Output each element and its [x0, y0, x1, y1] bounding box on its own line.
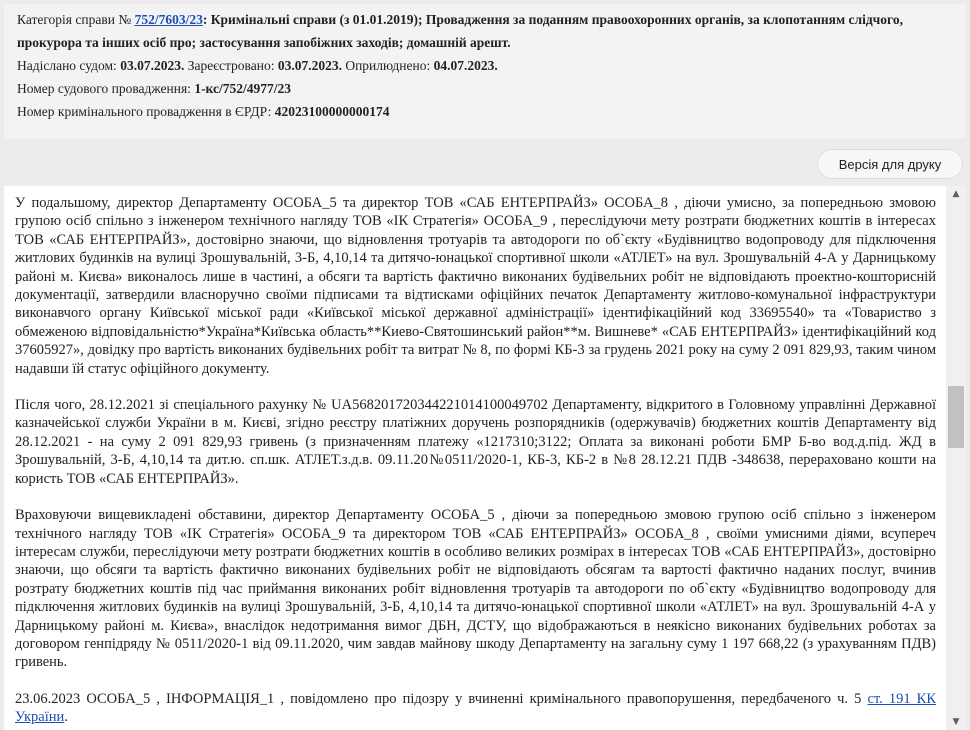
print-version-button[interactable]: Версія для друку [817, 149, 963, 179]
scroll-up-icon[interactable]: ▲ [952, 189, 960, 199]
case-category-line [4, 8, 966, 54]
proceeding-number: 1-кс/752/4977/23 [194, 81, 291, 96]
registered-date: 03.07.2023. [277, 58, 342, 73]
scrollbar-thumb[interactable] [948, 386, 964, 448]
proceeding-label: Номер судового провадження: [17, 81, 191, 96]
category-prefix: Категорія справи № [17, 12, 132, 27]
paragraph-4-text: 23.06.2023 ОСОБА_5 , ІНФОРМАЦІЯ_1 , повідомлено про підозру у вчиненні кримінального правопорушення, передбаченого ч. 5 [15, 690, 862, 707]
dates-line [4, 54, 966, 77]
law-article-link[interactable]: ст. 191 КК України [15, 690, 937, 726]
sent-label: Надіслано судом: [17, 58, 117, 73]
case-number-link[interactable]: 752/7603/23 [134, 12, 203, 27]
paragraph-2: Після чого, 28.12.2021 зі спеціального рахунку № UA568201720344221014100049702 Департаменту, відкритого в Головному управлінні Державної казначейської служби України в м. Києві, згідно реєстру платіжних доручень розпорядників (одержувачів) бюджетних коштів Департаменту від 28.12.2021 - на суму 2 091 829,93 гривень (з призначенням платежу «1217310;3122; Оплата за виконані роботи БМР Б-во вод.д.під. ЖД в Зрошувальній, 3-Б, 4,10,14 та дит.ю. сп.шк. АТЛЕТ.з.д.в. 09.11.20№0511/2020-1, КБ-3, КБ-2 в №8 28.12.21 ПДВ -348638, перераховано кошти на користь ТОВ «САБ ЕНТЕРПРАЙЗ». [15, 397, 936, 487]
scroll-down-icon[interactable]: ▼ [952, 717, 960, 727]
registered-label: Зареєстровано: [187, 58, 275, 73]
erdr-line [4, 100, 966, 123]
erdr-number: 42023100000000174 [274, 104, 390, 119]
erdr-label: Номер кримінального провадження в ЄРДР: [17, 104, 272, 119]
sent-date: 03.07.2023. [120, 58, 185, 73]
proceeding-line [4, 77, 966, 100]
case-info-panel [4, 4, 966, 138]
published-label: Оприлюднено: [345, 58, 431, 73]
category-sep: : [202, 12, 208, 27]
document-text-area[interactable] [4, 186, 946, 730]
paragraph-4 [15, 690, 936, 727]
vertical-scrollbar[interactable] [946, 186, 966, 730]
paragraph-1: У подальшому, директор Департаменту ОСОБА_5 та директор ТОВ «САБ ЕНТЕРПРАЙЗ» ОСОБА_8 , діючи умисно, за попередньою змовою групою осіб спільно з інженером технічного нагляду ТОВ «ІК Стратегія» ОСОБА_9 , переслідуючи мету розтрати бюджетних коштів в інтересах ТОВ «САБ ЕНТЕРПРАЙЗ», достовірно знаючи, що відновлення тротуарів та автодороги по об`єкту «Будівництво водопроводу для підключення житлових будинків на вулиці Зрошувальній, 3-Б, 4,10,14 та дитячо-юнацької спортивної школи «АТЛЕТ» на вул. Зрошувальній 4-А у Дарницькому районі м. Києва» виконалось лише в частині, а обсяги та вартість фактично виконаних будівельних робіт не відповідають проектно-кошторисній документації, затвердили власноручно своїми підписами та відтисками офіційних печаток Департаменту житлово-комунальної інфраструктури виконавчого органу Київської міської ради «Київської міської державної адміністрації» ідентифікаційний код 33695540» та «Товариство з обмеженою відповідальністю*Україна*Київська область**Киево-Святошинський район**м. Вишневе* «САБ ЕНТЕРПРАЙЗ» ідентифікаційний код 37605927», довідку про вартість виконаних будівельних робіт та витрат № 8, по формі КБ-3 за грудень 2021 року на суму 2 091 829,93, таким чином надавши їй статус офіційного документу. [15, 195, 936, 377]
category-text: Кримінальні справи (з 01.01.2019); Провадження за поданням правоохоронних органів, за клопотанням слідчого, прокурора та інших осіб про; застосування запобіжних заходів; домашній арешт. [17, 12, 903, 50]
paragraph-3: Враховуючи вищевикладені обставини, директор Департаменту ОСОБА_5 , діючи за попередньою змовою групою осіб спільно з інженером технічного нагляду ТОВ «ІК Стратегія» ОСОБА_9 та директором ТОВ «САБ ЕНТЕРПРАЙЗ» ОСОБА_8 , своїми умисними діями, всупереч інтересам служби, переслідуючи мету розтрати бюджетних коштів в особливо великих розмірах в інтересах ТОВ «САБ ЕНТЕРПРАЙЗ», достовірно знаючи, що обсяги та вартість фактично виконаних будівельних робіт не відповідають обсягам та вартості фактично наданих послуг, вчинив розтрату бюджетних коштів під час приймання виконаних робіт відновлення тротуарів та автодороги по об`єкту «Будівництво водопроводу для підключення житлових будинків на вулиці Зрошувальній, 3-Б, 4,10,14 та дитячо-юнацької спортивної школи «АТЛЕТ» на вул. Зрошувальній 4-А у Дарницькому районі м. Києва», внаслідок недотримання вимог ДБН, ДСТУ, що відображаються в неякісно виконаних будівельних роботах за договором генпідряду № 0511/2020-1 від 09.11.2020, чим завдав майнову шкоду Департаменту на загальну суму 1 197 668,22 (з урахуванням ПДВ) гривень. [15, 507, 936, 671]
paragraph-4-end: . [64, 709, 68, 726]
published-date: 04.07.2023. [433, 58, 498, 73]
